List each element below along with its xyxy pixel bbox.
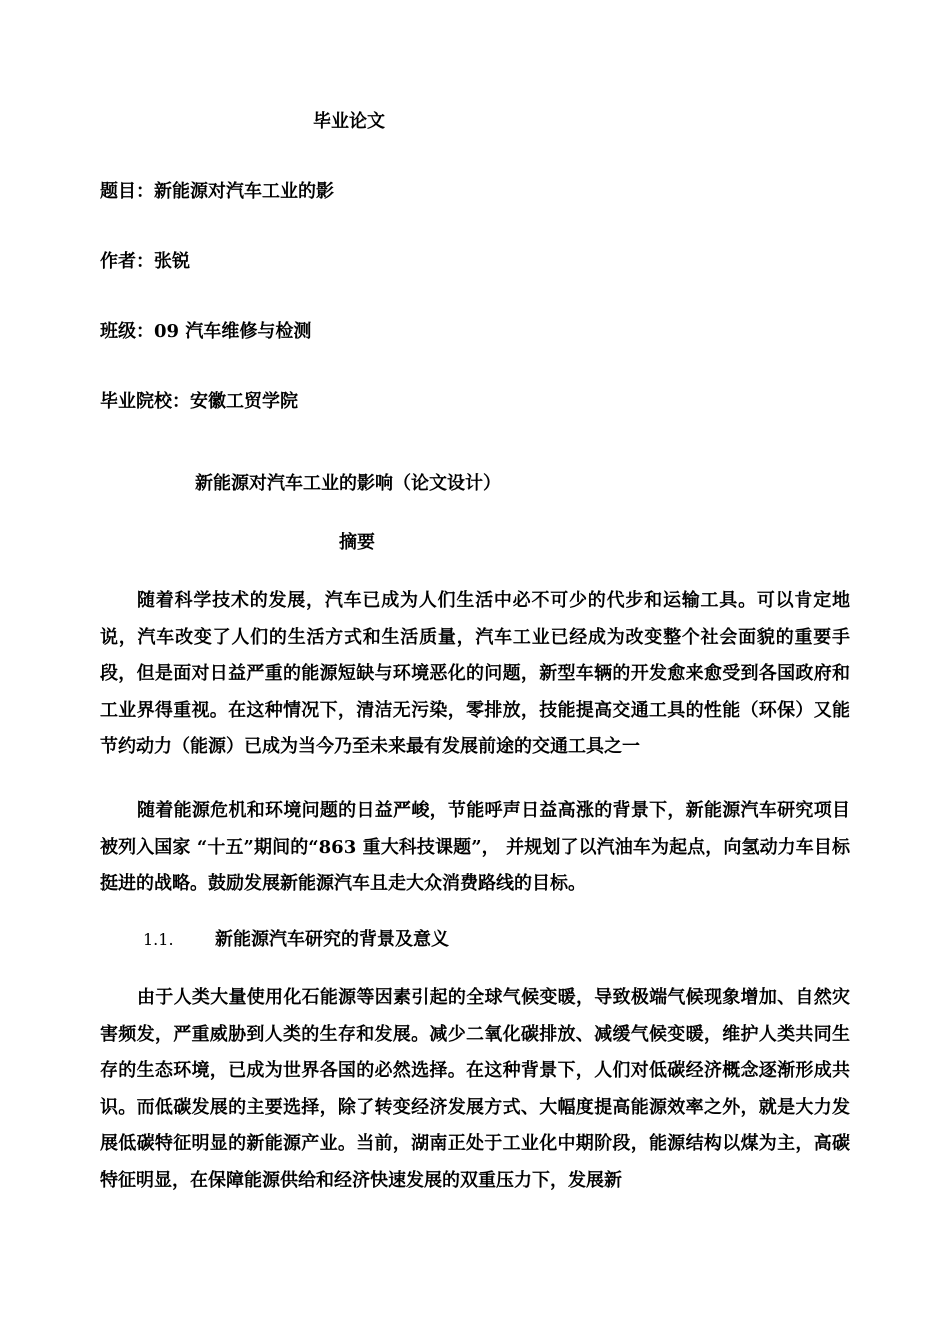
section-paragraph-1: 由于人类大量使用化石能源等因素引起的全球气候变暖，导致极端气候现象增加、自然灾害频发，严重威胁到人类的生存和发展。减少二氧化碳排放、减缓气候变暖，维护人类共同生存的生态环境，已成为世界各国的必然选择。在这种背景下，人们对低碳经济概念逐渐形成共识。而低碳发展的主要选择，除了转变经济发展方式、大幅度提高能源效率之外，就是大力发展低碳特征明显的新能源产业。当前，湖南正处于工业化中期阶段，能源结构以煤为主，高碳特征明显，在保障能源供给和经济快速发展的双重压力下，发展新 <box>100 987 850 1191</box>
paper-title: 新能源对汽车工业的影响（论文设计） <box>195 473 501 494</box>
cover-school: 毕业院校：安徽工贸学院 <box>100 391 298 412</box>
cover-class: 班级：09 汽车维修与检测 <box>100 321 312 342</box>
abstract-heading: 摘要 <box>339 532 375 553</box>
cover-topic: 题目：新能源对汽车工业的影 <box>100 181 334 202</box>
section-title: 新能源汽车研究的背景及意义 <box>215 929 449 950</box>
abstract-paragraph-1: 随着科学技术的发展，汽车已成为人们生活中必不可少的代步和运输工具。可以肯定地说，汽车改变了人们的生活方式和生活质量，汽车工业已经成为改变整个社会面貌的重要手段，但是面对日益严重的能源短缺与环境恶化的问题，新型车辆的开发愈来愈受到各国政府和工业界得重视。在这种情况下，清洁无污染，零排放，技能提高交通工具的性能（环保）又能节约动力（能源）已成为当今乃至未来最有发展前途的交通工具之一 <box>100 590 850 757</box>
cover-title: 毕业论文 <box>313 111 385 132</box>
cover-author: 作者：张锐 <box>100 251 190 272</box>
section-number: 1.1. <box>143 930 174 949</box>
section-heading <box>143 928 449 952</box>
abstract-paragraph-2: 随着能源危机和环境问题的日益严峻，节能呼声日益高涨的背景下，新能源汽车研究项目被列入国家 “十五”期间的“863 重大科技课题”， 并规划了以汽油车为起点，向氢动力车目标挺进的战略。鼓励发展新能源汽车且走大众消费路线的目标。 <box>100 800 850 894</box>
